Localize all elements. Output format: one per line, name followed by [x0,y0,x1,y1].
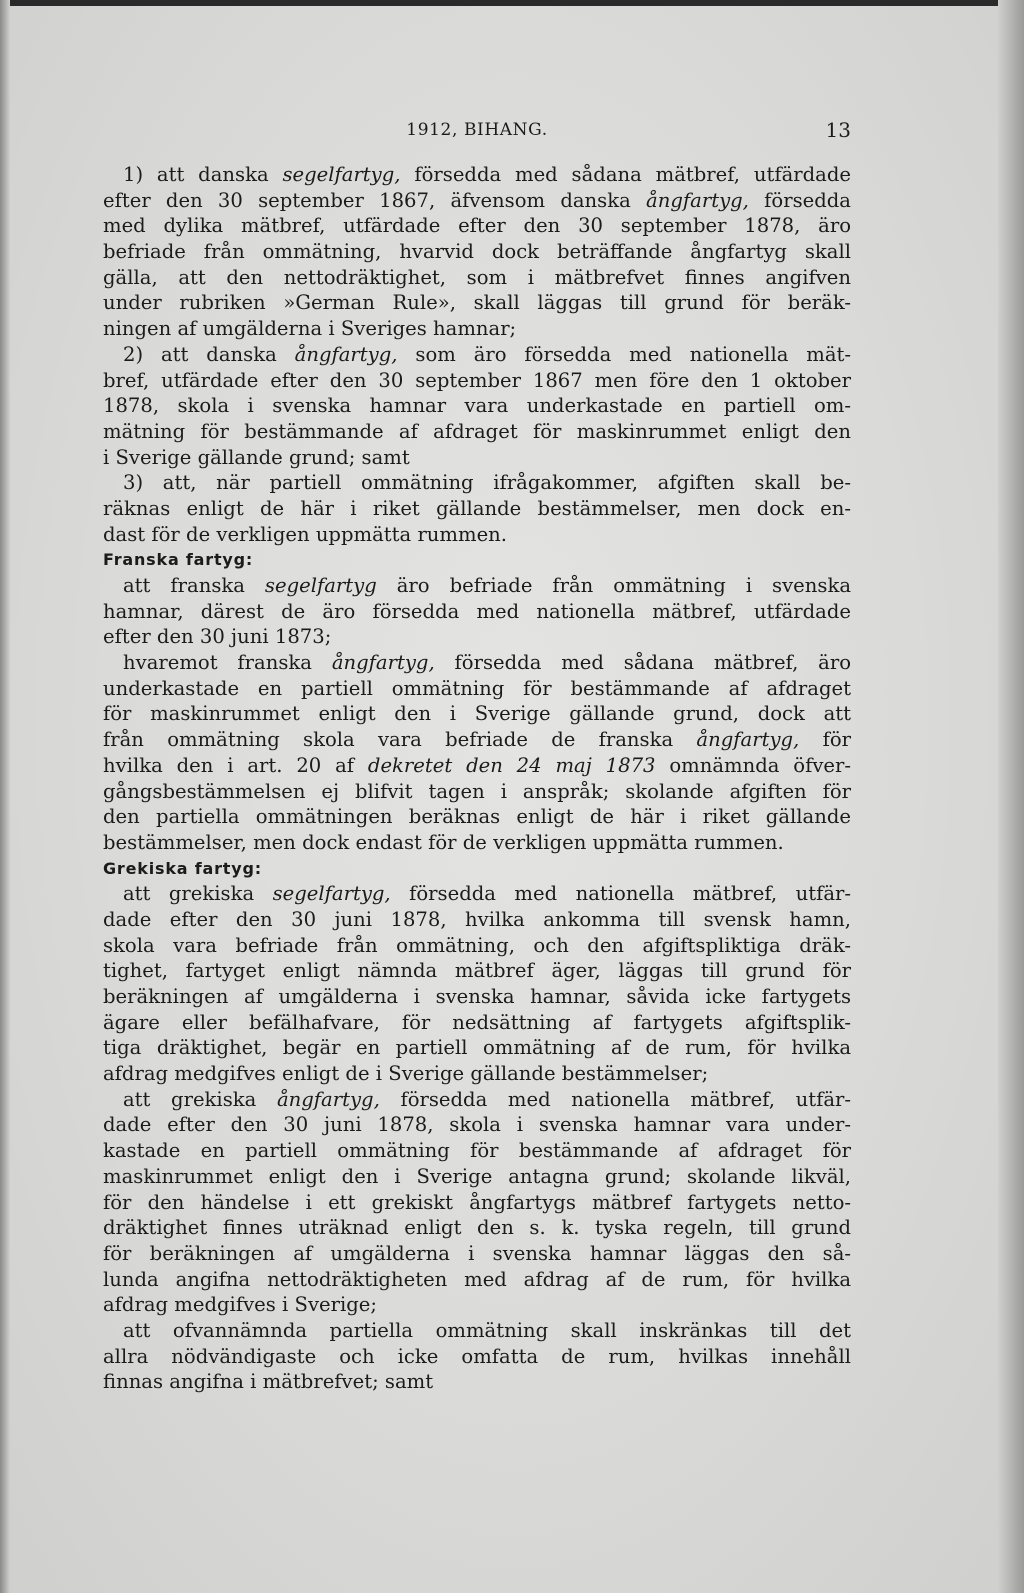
page-header [103,116,851,146]
text-line: efter den 30 september 1867, äfvensom danska ångfartyg, försedda [103,188,851,212]
text-line: för den händelse i ett grekiskt ångfartygs mätbref fartygets netto- [103,1190,851,1214]
text-line: att grekiska ångfartyg, försedda med nationella mätbref, utfär- [123,1087,852,1111]
text-line: 2) att danska ångfartyg, som äro försedda med nationella mät- [123,342,852,366]
text-line: mätning för bestämmande af afdraget för maskinrummet enligt den [103,419,851,443]
text-line: för maskinrummet enligt den i Sverige gällande grund, dock att [103,702,851,726]
text-line: ägare eller befälhafvare, för nedsättning af fartygets afgiftsplik- [103,1010,851,1034]
text-line: gälla, att den nettodräktighet, som i mätbrefvet finnes angifven [103,265,851,289]
text-line: skola vara befriade från ommätning, och den afgiftspliktiga dräk- [103,933,851,957]
text-line: för beräkningen af umgälderna i svenska hamnar läggas den så- [103,1241,851,1265]
text-line: hvaremot franska ångfartyg, försedda med sådana mätbref, äro [123,651,852,675]
text-line: efter den 30 juni 1873; [103,625,332,649]
text-line: befriade från ommätning, hvarvid dock beträffande ångfartyg skall [103,240,851,264]
text-line: lunda angifna nettodräktigheten med afdrag af de rum, för hvilka [103,1267,851,1291]
text-line: med dylika mätbref, utfärdade efter den 30 september 1878, äro [103,214,851,238]
text-line: i Sverige gällande grund; samt [103,445,410,469]
body-text [103,162,851,1395]
text-line: bref, utfärdade efter den 30 september 1867 men före den 1 oktober [103,368,851,392]
scan-right-edge [998,0,1024,1593]
text-line: hamnar, därest de äro försedda med nationella mätbref, utfärdade [103,599,851,623]
text-line: tiga dräktighet, begär en partiell ommätning af de rum, för hvilka [103,1036,851,1060]
scan-left-edge [0,0,10,1593]
document-page [103,116,851,1395]
text-line: att grekiska segelfartyg, försedda med nationella mätbref, utfär- [123,882,851,906]
text-line: maskinrummet enligt den i Sverige antagna grund; skolande likväl, [103,1164,851,1188]
text-line: den partiella ommätningen beräknas enligt de här i riket gällande [103,805,851,829]
text-line: hvilka den i art. 20 af dekretet den 24 maj 1873 omnämnda öfver- [103,753,852,777]
text-line: dade efter den 30 juni 1878, hvilka ankomma till svensk hamn, [103,907,851,931]
text-line: 3) att, när partiell ommätning ifrågakommer, afgiften skall be- [123,471,851,495]
text-line: 1878, skola i svenska hamnar vara underkastade en partiell om- [103,394,851,418]
text-line: afdrag medgifves enligt de i Sverige gällande bestämmelser; [103,1062,709,1086]
text-line: från ommätning skola vara befriade de franska ångfartyg, för [103,728,851,752]
text-line: dade efter den 30 juni 1878, skola i svenska hamnar vara under- [103,1113,851,1137]
text-line: 1) att danska segelfartyg, försedda med sådana mätbref, utfärdade [123,163,852,186]
text-line: dräktighet finnes uträknad enligt den s. k. tyska regeln, till grund [103,1216,851,1240]
text-line: att franska segelfartyg äro befriade från ommätning i svenska [123,574,852,597]
text-line: under rubriken »German Rule», skall läggas till grund för beräk- [103,291,851,315]
text-line: räknas enligt de här i riket gällande bestämmelser, men dock en- [103,496,851,520]
text-line: kastade en partiell ommätning för bestämmande af afdraget för [103,1139,851,1163]
text-line: finnas angifna i mätbrefvet; samt [103,1370,434,1394]
text-line: allra nödvändigaste och icke omfatta de rum, hvilkas innehåll [103,1344,851,1368]
text-line: att ofvannämnda partiella ommätning skall inskränkas till det [123,1318,851,1342]
section-heading-franska: Franska fartyg: [103,550,254,570]
text-line: underkastade en partiell ommätning för bestämmande af afdraget [103,676,851,700]
section-heading-grekiska: Grekiska fartyg: [103,858,262,878]
text-line: tighet, fartyget enligt nämnda mätbref äger, läggas till grund för [103,959,851,983]
scan-top-edge [0,0,1024,6]
text-line: afdrag medgifves i Sverige; [103,1293,377,1317]
page-number: 13 [825,118,851,142]
running-head: 1912, BIHANG. [406,120,548,140]
text-line: bestämmelser, men dock endast för de verkligen uppmätta rummen. [103,830,784,854]
text-line: beräkningen af umgälderna i svenska hamnar, såvida icke fartygets [103,985,851,1008]
text-line: dast för de verkligen uppmätta rummen. [103,522,508,546]
text-line: ningen af umgälderna i Sveriges hamnar; [103,317,517,341]
text-line: gångsbestämmelsen ej blifvit tagen i anspråk; skolande afgiften för [103,779,851,803]
